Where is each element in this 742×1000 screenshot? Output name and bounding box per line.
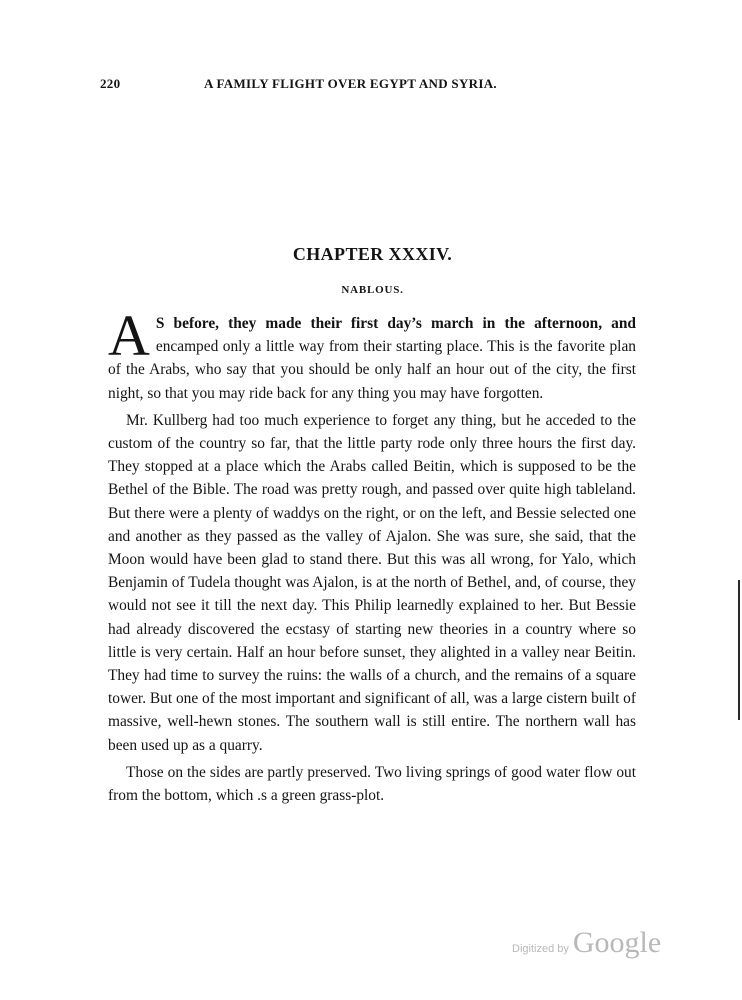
page-number: 220 bbox=[100, 76, 121, 91]
running-title: A FAMILY FLIGHT OVER EGYPT AND SYRIA. bbox=[204, 76, 497, 91]
paragraph-2: Mr. Kullberg had too much experience to forget any thing, but he acceded to the custom of the country so far, that the little party rode only three hours the first day. They stopped at a place which the Arabs called Beitin, which is supposed to be the Bethel of the Bible. The road was pretty rough, and passed over quite high tableland. But there were a plenty of waddys on the right, or on the left, and Bessie selected one and another as they passed as the valley of Ajalon. She was sure, she said, that the Moon would have been glad to stand there. But this was all wrong, for Yalo, which Benjamin of Tudela thought was Ajalon, is at the north of Bethel, and, of course, they would not see it till the next day. This Philip learnedly explained to her. But Bessie had already discovered the ecstasy of starting new theories in a country where so little is very certain. Half an hour before sunset, they alighted in a valley near Beitin. They had time to survey the ruins: the walls of a church, and the remains of a square tower. But one of the most important and significant of all, was a large cistern built of massive, well-hewn stones. The southern wall is still entire. The northern wall has been used up as a quarry. bbox=[108, 411, 637, 754]
body-text bbox=[108, 303, 637, 807]
paragraph-1-text: encamped only a little way from their starting place. This is the favorite plan of the Arabs, who say that you should be only half an hour out of the city, the first night, so that you may ride back for any thing you may have forgotten. bbox=[108, 338, 636, 402]
chapter-title: CHAPTER XXXIV. bbox=[292, 244, 453, 264]
digitized-watermark bbox=[512, 926, 661, 960]
paragraph-3: Those on the sides are partly preserved. Two living springs of good water flow out from the bottom, which .s a green grass-plot. bbox=[108, 763, 636, 805]
paragraph-1-bold-opening: S before, they made their first day’s march in the afternoon, and bbox=[155, 315, 636, 332]
google-logo: Google bbox=[572, 926, 662, 959]
chapter-subtitle: NABLOUS. bbox=[341, 284, 404, 296]
paragraph-1 bbox=[108, 303, 636, 405]
watermark-prefix: Digitized by bbox=[512, 943, 569, 955]
scan-edge-mark bbox=[738, 580, 740, 720]
drop-cap: A bbox=[108, 303, 150, 368]
